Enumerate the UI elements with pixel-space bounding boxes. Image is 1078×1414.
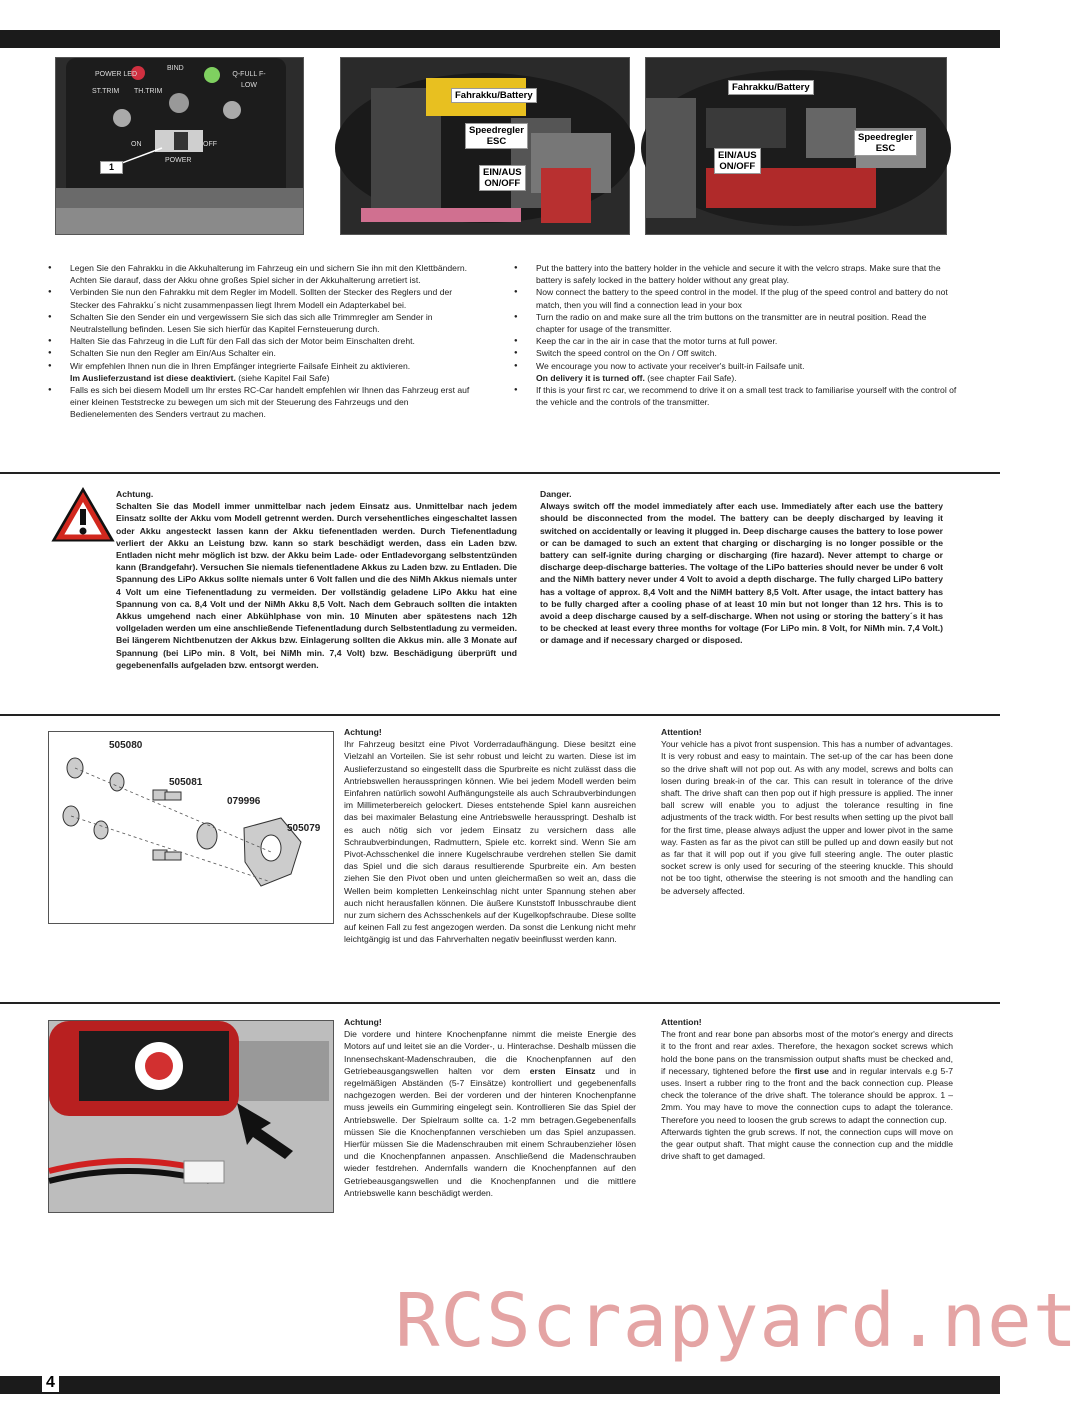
warning-icon — [52, 487, 114, 543]
list-item-note: (siehe Kapitel Fail Safe) — [238, 372, 330, 383]
th-trim-label: TH.TRIM — [134, 88, 163, 95]
st-trim-label: ST.TRIM — [92, 88, 120, 95]
warning-english — [540, 488, 943, 647]
list-item-text: Wir empfehlen Ihnen nun die in Ihren Empfänger integrierte Failsafe Einheit zu aktivieren. — [70, 360, 411, 371]
list-item: ● Legen Sie den Fahrakku in die Akkuhalterung im Fahrzeug ein und sichern Sie ihn mit den Klettbändern. Achten Sie darauf, dass der Akku ohne großes Spiel sicher in der Akkuhalterung arretiert ist. — [70, 262, 476, 286]
bone-german-text — [344, 1028, 636, 1199]
list-item: ● Switch the speed control on the On / Off switch. — [536, 347, 957, 359]
esc-label-1: Speedregler ESC — [465, 123, 528, 149]
list-item-text: We encourage you now to activate your receiver's built-in Failsafe unit. — [536, 360, 805, 371]
bind-label: BIND — [167, 65, 184, 72]
list-item: ● Turn the radio on and make sure all the trim buttons on the transmitter are in neutral position. Read the chapter for usage of the transmitter. — [536, 311, 957, 335]
list-item: ● Halten Sie das Fahrzeug in die Luft für den Fall das sich der Motor beim Einschalten dreht. — [70, 335, 476, 347]
divider — [0, 472, 1000, 474]
bone-german-bold: ersten Einsatz — [529, 1065, 596, 1076]
list-item: ● Schalten Sie nun den Regler am Ein/Aus Schalter ein. — [70, 347, 476, 359]
part-number-label: 505081 — [169, 777, 203, 788]
bone-english-text — [661, 1028, 953, 1162]
low-label: Q-FULL F-LOW — [232, 71, 266, 89]
page-number: 4 — [42, 1374, 59, 1392]
callout-1: 1 — [100, 161, 123, 174]
battery-label-1: Fahrakku/Battery — [451, 88, 537, 103]
bone-english-bold: first use — [794, 1065, 829, 1076]
on-label: ON — [131, 141, 142, 148]
list-item — [536, 360, 957, 384]
pivot-english-title: Attention! — [661, 727, 702, 737]
power-led-label: POWER LED — [95, 71, 138, 78]
list-item: ● Falls es sich bei diesem Modell um Ihr erstes RC-Car handelt empfehlen wir Ihnen das Fahrzeug erst auf einer kleinen Teststrecke zu bewegen um sich mit der Steuerung des Fahrzeugs und den Bedienelementen des Senders vertraut zu machen. — [70, 384, 476, 421]
power-label: POWER — [165, 157, 192, 164]
list-item: ● Put the battery into the battery holder in the vehicle and secure it with the velcro straps. Make sure that the battery is safely locked in the battery holder without any great play. — [536, 262, 957, 286]
transmitter-photo — [55, 57, 304, 235]
bone-english — [661, 1016, 953, 1162]
warning-german-title: Achtung. — [116, 489, 154, 499]
car-battery-photo-2 — [645, 57, 947, 235]
car-battery-photo-1 — [340, 57, 630, 235]
switch-label-2: EIN/AUS ON/OFF — [714, 148, 761, 174]
esc-label-2: Speedregler ESC — [854, 130, 917, 156]
divider — [0, 1002, 1000, 1004]
bottom-bar — [0, 1376, 1000, 1394]
motor-drawing — [49, 1021, 333, 1212]
off-label: OFF — [203, 141, 217, 148]
bone-english-text-3: Afterwards tighten the grub screws. If not, the connection cups will move on the gear output shaft. That might cause the connection cup and the middle drive shaft to get damaged. — [661, 1126, 953, 1162]
warning-german-text: Schalten Sie das Modell immer unmittelbar nach jedem Einsatz aus. Unmittelbar nach jedem Einsatz sollte der Akku vom Modell getrennt werden. Durch versehentliches eingeschaltet lassen oder Akku angesteckt lassen kann der Akku tiefenentladen werden. Durch Tiefenentladung verliert der Akku an Leistung bzw. kann so stark beschädigt werden, dass ein Laden bzw. Entladen nicht mehr möglich ist bzw. der Akku beim Lade- oder Entladevorgang selbstentzünden kann (Brandgefahr). Versuchen Sie niemals tiefenentladene Akkus zu Laden bzw. zu Entladen. Die Spannung des LiPo Akkus sollte niemals unter 6 Volt fallen und die des NiMh Akkus niemals unter 4 Volt um eine Tiefenentladung zu vermeiden. Der vollständig geladene LiPo Akku hat eine Spannung von ca. 8,4 Volt und der NiMh Akku 8,5 Volt. Nach dem Gebrauch sollten die intakten Akkus umgehend nach einer Abkühlphase von min. 10 Minuten aber spätestens nach 12h vollgeladen werden um eine anschließende Tiefenentladung durch Selbstentladung zu vermeiden. Bei längerem Nichtbenutzen der Akkus bzw. Einlagerung sollten die Akkus min. alle 3 Monate auf Spannung (bei LiPo min. 8 Volt, bei NiMh min. 7,4 Volt) bzw. Beschädigung überprüft und gegebenenfalls aufgeladen bzw. entsorgt werden. — [116, 501, 517, 670]
switch-label-1: EIN/AUS ON/OFF — [479, 165, 526, 191]
bone-german-title: Achtung! — [344, 1017, 382, 1027]
pivot-german-title: Achtung! — [344, 727, 382, 737]
part-number-label: 079996 — [227, 796, 261, 807]
list-item-bold: On delivery it is turned off. — [536, 372, 645, 383]
pivot-english — [661, 726, 953, 897]
battery-label-2: Fahrakku/Battery — [728, 80, 814, 95]
bone-german — [344, 1016, 636, 1199]
bone-english-text-2: and in regular intervals e.g 5-7 uses. Insert a rubber ring to the front and the back connection cup. Please check the tolerance of the drive shaft. The tolerance should be approx. 1 – 2mm. You may have to move the connection cups to adapt the tolerance. Therefore you need to loosen the grub screws to adapt the connection cup. — [661, 1065, 953, 1125]
part-number-label: 505080 — [109, 740, 143, 751]
bone-german-text-1: Die vordere und hintere Knochenpfanne nimmt die meiste Energie des Motors auf und leitet sie an die Vorder-, u. Hinterachse. Deshalb müssen die Innensechskant-Madenschrauben, die die Knochenpfannen auf den Getriebeausgangswellen halten vor dem — [344, 1029, 636, 1076]
list-item: ● Keep the car in the air in case that the motor turns at full power. — [536, 335, 957, 347]
bone-english-title: Attention! — [661, 1017, 702, 1027]
list-item: ● Schalten Sie den Sender ein und vergewissern Sie sich das sich alle Trimmregler am Sender in Neutralstellung befinden. Lesen Sie sich hierfür das Kapitel Fernsteuerung durch. — [70, 311, 476, 335]
warning-english-text: Always switch off the model immediately after each use. Immediately after each use the battery should be disconnected from the model. The battery can be deeply discharged by leaving it switched on accidentally or leaving it plugged in. Deep discharge causes the battery to lose power or can be damaged to such an extent that charging or discharging is no longer possible or the battery can self-ignite during charging or discharging (fire hazard). Never attempt to charge or discharge deep-discharge batteries. The voltage of the LiPo batteries should never be under 6 volt and the NiMh battery never under 4 Volt to avoid a depth discharge. The fully charged LiPo battery has a voltage of approx. 8,4 Volt and the NiMH battery 8,5 Volt. After usage, the intact battery has to be fully charged after a cooling phase of at least 10 min but not longer than 12 hrs. This is to avoid a deep discharge caused by a self-discharge. When not using or storing the battery´s it has to be checked at least every three months for voltage (For LiPo min. 8 Volt, for NiMh min. 7,4 Volt.) or damage and if necessary charged or disposed. — [540, 501, 943, 646]
bone-german-text-2: und in regelmäßigen Abständen (5-7 Einsätze) kontrolliert und gegebenenfalls nachgezogen werden. Bei der vorderen und der hinteren Knochenpfanne muss jeweils ein Gummiring eingelegt sein. Kontrollieren Sie das Spiel der Antriebswelle. Der Spielraum sollte ca. 1-2 mm betragen.Gegebenenfalls müssen Sie die Knochenpfannen verschieben um das Spiel anzupassen. Hierfür müssen Sie die Madenschrauben mit einem Schraubenzieher lösen und die Knochenpfannen anpassen. Anschließend die Madenschrauben wieder festdrehen. Andernfalls wandern die Knochenpfannen auf den Getriebeausgangswellen und die Knochenpfannen und die mittlere Antriebswelle kann beschädigt werden. — [344, 1065, 637, 1198]
german-instructions — [46, 262, 476, 421]
list-item: ● If this is your first rc car, we recommend to drive it on a small test track to familiarise yourself with the control of the vehicle and the controls of the transmitter. — [536, 384, 957, 408]
list-item-note: (see chapter Fail Safe). — [647, 372, 737, 383]
warning-german — [116, 488, 517, 671]
list-item: ● Now connect the battery to the speed control in the model. If the plug of the speed control and battery do not match, then you will find a connection lead in your box — [536, 286, 957, 310]
top-bar — [0, 30, 1000, 48]
pivot-english-text: Your vehicle has a pivot front suspension. This has a number of advantages. It is very robust and easy to maintain. The set-up of the car has been done so the drive shaft will not pop out. As with any model, screws and bolts can losen during break-in of the car. This can result in tolerance of the drive shaft. The drive shaft can then pop out if high pressure is applied. The inner ball screw will enable you to adjust the tolerance resulting in fine adjustments of the track width. For best results when setting up the pivot ball for the first time, please always adjust the upper and lower pivot in the same way. Fasten as far as the pivot can still be pulled up and down easily but not as far that it will pop out if you give full steering angle. The outer plastic socket screw is only used for securing of the steering knuckle. This should not be too tight, otherwise the steering is not smooth and the handling can be adversely affected. — [661, 739, 953, 896]
list-item — [70, 360, 476, 384]
bone-pan-photo — [48, 1020, 334, 1213]
pivot-german-text: Ihr Fahrzeug besitzt eine Pivot Vorderradaufhängung. Diese besitzt eine Vielzahl an Vorteilen. Sie ist sehr robust und leicht zu warten. Diese ist im Auslieferzustand so eingestellt dass die Spurbreite es nicht zulässt dass die Antriebswellen herausspringen können. Wie bei jedem Modell werden beim Einfahren natürlich sowohl Aufhängungsteile als auch Schraubverbindungen im Millimeterbereich gelockert. Dieses entstehende Spiel kann ausreichen das bei maximaler Belastung eine Antriebswelle herausspringt. Deshalb ist es auch nötig sich vor jedem Einsatz zu versichern dass alle Schraubverbindungen, Radmuttern, Spiele etc. korrekt sind. Wenn Sie am Pivot-Achsschenkel die innere Kugelschraube verdrehen stellen Sie damit das Spiel und die sich daraus resultierende Spurbreite ein. Am besten ziehen Sie den Pivot oben und unten gleichermaßen so weit an, dass die Wellen beim kompletten Lenkeinschlag nicht unter Spannung stehen aber auch nicht herausfallen können. Die äußere Kunststoff Inbusschraube dient nur zum sichern des Achsschenkels auf der Kugelkopfschraube. Diese sollte auf keinen Fall zu fest angezogen werden. Da sonst die Lenkung nicht mehr leichtgängig ist und das Fahrverhalten negativ beeinflusst werden kann. — [344, 739, 636, 945]
list-item: ● Verbinden Sie nun den Fahrakku mit dem Regler im Modell. Sollten der Stecker des Reglers und der Stecker des Fahrakku´s nicht zusammenpassen liegt Ihrem Modell ein Adapterkabel bei. — [70, 286, 476, 310]
english-instructions — [512, 262, 957, 408]
warning-english-title: Danger. — [540, 489, 572, 499]
list-item-bold: Im Auslieferzustand ist diese deaktiviert. — [70, 372, 236, 383]
pivot-german — [344, 726, 636, 946]
divider — [0, 714, 1000, 716]
watermark: RCScrapyard.net — [395, 1278, 1078, 1364]
part-number-label: 505079 — [287, 823, 321, 834]
pivot-parts-diagram — [48, 731, 334, 924]
bone-english-text-1: The front and rear bone pan absorbs most of the motor's energy and directs it to the front and rear axles. Therefore, the hexagon socket screws which hold the bone pans on the transmission output shafts must be checked and, if necessary, tightened before the — [661, 1029, 953, 1076]
